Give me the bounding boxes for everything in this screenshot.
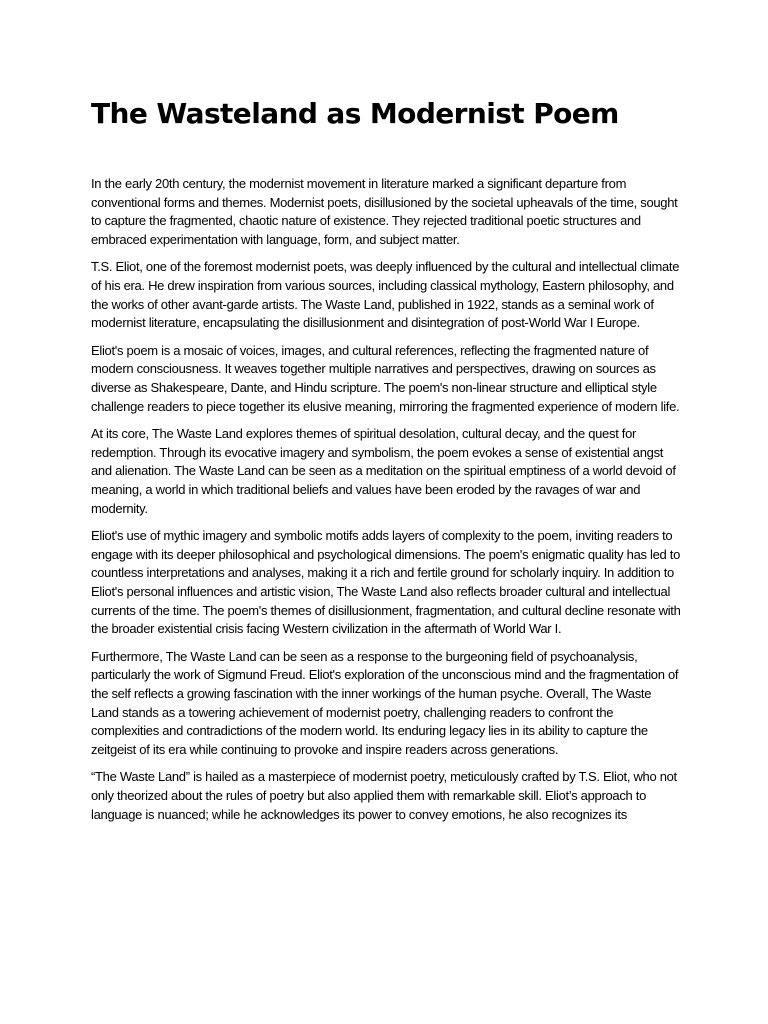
paragraph-2: T.S. Eliot, one of the foremost modernist poets, was deeply influenced by the cultural and intellectual climate of his era. He drew inspiration from various sources, including classical mythology, Eastern philosophy, and the works of other avant-garde artists. The Waste Land, published in 1922, stands as a seminal work of modernist literature, encapsulating the disillusionment and disintegration of post-World War I Europe. xyxy=(91,259,680,331)
paragraph-4: At its core, The Waste Land explores themes of spiritual desolation, cultural decay, and the quest for redemption. Through its evocative imagery and symbolism, the poem evokes a sense of existential angst and alienation. The Waste Land can be seen as a meditation on the spiritual emptiness of a world devoid of meaning, a world in which traditional beliefs and values have been eroded by the ravages of war and modernity. xyxy=(91,425,676,516)
paragraph-7: “The Waste Land” is hailed as a masterpiece of modernist poetry, meticulously crafted by T.S. Eliot, who not only theorized about the rules of poetry but also applied them with remarkable skill. Eliot’s approach to language is nuanced; while he acknowledges its power to convey emotions, he also recognizes its xyxy=(91,769,677,822)
paragraph-1: In the early 20th century, the modernist movement in literature marked a significant departure from conventional forms and themes. Modernist poets, disillusioned by the societal upheavals of the time, sought to capture the fragmented, chaotic nature of existence. They rejected traditional poetic structures and embraced experimentation with language, form, and subject matter. xyxy=(91,176,678,248)
paragraph-6: Furthermore, The Waste Land can be seen as a response to the burgeoning field of psychoanalysis, particularly the work of Sigmund Freud. Eliot's exploration of the unconscious mind and the fragmentation of the self reflects a growing fascination with the inner workings of the human psyche. Overall, The Waste Land stands as a towering achievement of modernist poetry, challenging readers to confront the complexities and contradictions of the modern world. Its enduring legacy lies in its ability to capture the zeitgeist of its era while continuing to provoke and inspire readers across generations. xyxy=(91,648,679,758)
paragraph-5: Eliot's use of mythic imagery and symbolic motifs adds layers of complexity to the poem, inviting readers to engage with its deeper philosophical and psychological dimensions. The poem's enigmatic quality has led to countless interpretations and analyses, making it a rich and fertile ground for scholarly inquiry. In addition to Eliot's personal influences and artistic vision, The Waste Land also reflects broader cultural and intellectual currents of the time. The poem's themes of disillusionment, fragmentation, and cultural decline resonate with the broader existential crisis facing Western civilization in the aftermath of World War I. xyxy=(91,527,681,637)
page-title: The Wasteland as Modernist Poem xyxy=(91,97,619,130)
paragraph-3: Eliot's poem is a mosaic of voices, images, and cultural references, reflecting the fragmented nature of modern consciousness. It weaves together multiple narratives and perspectives, drawing on sources as diverse as Shakespeare, Dante, and Hindu scripture. The poem's non-linear structure and elliptical style challenge readers to piece together its elusive meaning, mirroring the fragmented experience of modern life. xyxy=(91,342,680,414)
document-body xyxy=(91,175,681,833)
